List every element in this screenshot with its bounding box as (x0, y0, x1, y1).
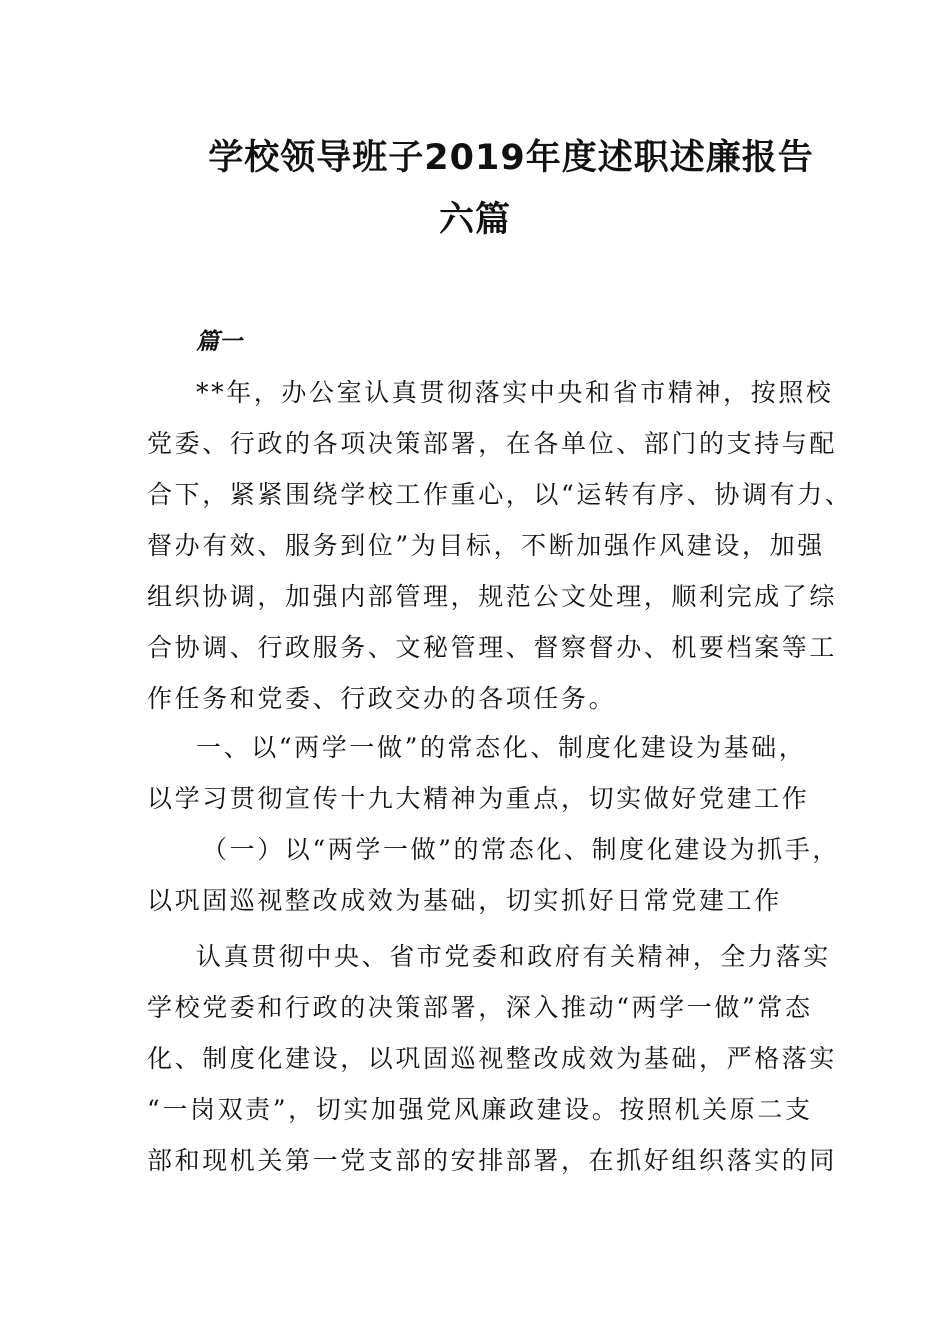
paragraph-line: “一岗双责”，切实加强党风廉政建设。按照机关原二支 (147, 1095, 813, 1124)
paragraph-line: **年，办公室认真贯彻落实中央和省市精神，按照校 (196, 378, 834, 407)
document-title-line-1: 学校领导班子2019年度述职述廉报告 (208, 138, 814, 178)
paragraph-line: （一）以“两学一做”的常态化、制度化建设为抓手， (202, 835, 840, 864)
paragraph-line: 认真贯彻中央、省市党委和政府有关精神，全力落实 (196, 942, 831, 971)
document-title-line-2: 六篇 (438, 200, 511, 240)
paragraph-intro (147, 367, 853, 724)
paragraph-line: 部和现机关第一党支部的安排部署，在抓好组织落实的同 (147, 1146, 838, 1175)
section-heading: 篇一 (196, 329, 242, 355)
paragraph-line: 以巩固巡视整改成效为基础，切实抓好日常党建工作 (147, 886, 782, 915)
paragraph-line: 学校党委和行政的决策部署，深入推动“两学一做”常态 (147, 993, 813, 1022)
paragraph-line: 组织协调，加强内部管理，规范公文处理，顺利完成了综 (147, 582, 838, 611)
paragraph-line: 合下，紧紧围绕学校工作重心，以“运转有序、协调有力、 (147, 480, 853, 509)
paragraph-line: 以学习贯彻宣传十九大精神为重点，切实做好党建工作 (147, 784, 810, 813)
paragraph-line: 一、以“两学一做”的常态化、制度化建设为基础， (196, 733, 807, 762)
paragraph-line: 合协调、行政服务、文秘管理、督察督办、机要档案等工 (147, 633, 838, 662)
paragraph-line: 督办有效、服务到位”为目标，不断加强作风建设，加强 (147, 531, 825, 560)
paragraph-line: 党委、行政的各项决策部署，在各单位、部门的支持与配 (147, 429, 838, 458)
paragraph-line: 作任务和党委、行政交办的各项任务。 (147, 684, 617, 713)
paragraph-body (147, 931, 838, 1186)
heading-level-1 (147, 722, 810, 824)
paragraph-line: 化、制度化建设，以巩固巡视整改成效为基础，严格落实 (147, 1044, 838, 1073)
heading-level-2 (147, 824, 840, 926)
